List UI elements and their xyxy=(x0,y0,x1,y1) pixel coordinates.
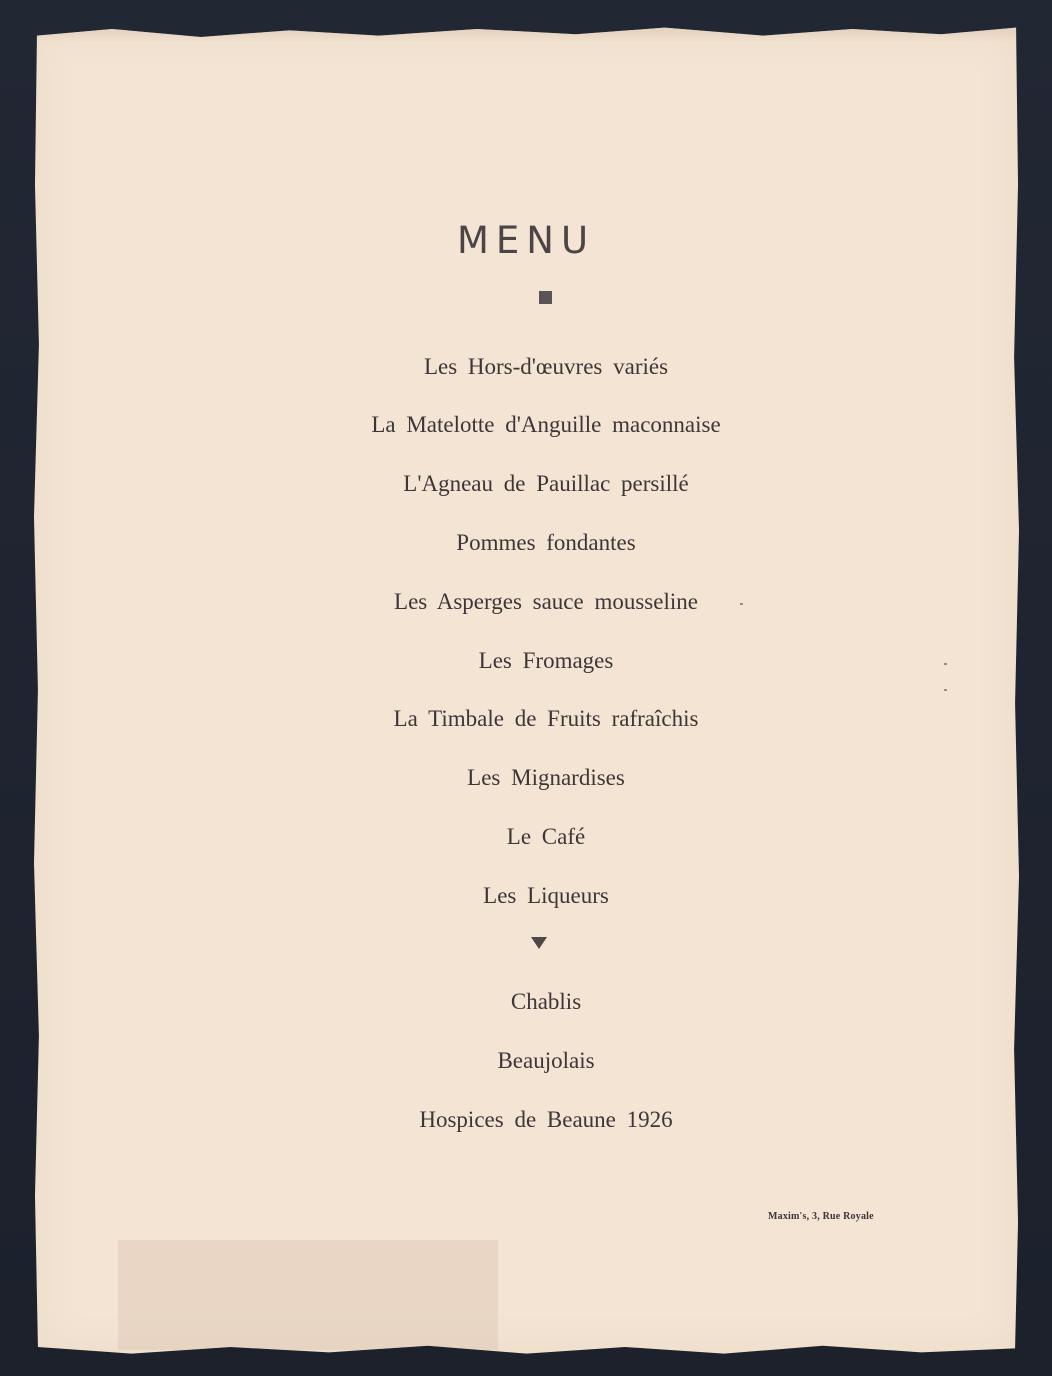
dish-liqueurs: Les Liqueurs xyxy=(483,883,609,908)
dish-timbale: La Timbale de Fruits rafraîchis xyxy=(393,706,699,731)
menu-title: MENU xyxy=(456,219,596,262)
printer-imprint: Maxim's, 3, Rue Royale xyxy=(768,1211,874,1222)
dish-matelotte: La Matelotte d'Anguille maconnaise xyxy=(371,412,721,437)
paper-speck xyxy=(944,689,947,691)
wine-chablis: Chablis xyxy=(510,989,582,1014)
square-ornament-icon xyxy=(539,291,552,304)
dish-fromages: Les Fromages xyxy=(478,648,614,673)
paper-speck xyxy=(944,663,947,665)
dish-mignardises: Les Mignardises xyxy=(467,765,625,790)
paper-stain xyxy=(118,1240,498,1350)
dish-asperges: Les Asperges sauce mousseline xyxy=(394,589,698,614)
paper-speck xyxy=(740,603,743,605)
wine-beaujolais: Beaujolais xyxy=(497,1048,595,1073)
wine-hospices: Hospices de Beaune 1926 xyxy=(419,1107,673,1132)
dish-hors-doeuvres: Les Hors-d'œuvres variés xyxy=(423,354,669,379)
dish-agneau: L'Agneau de Pauillac persillé xyxy=(403,471,689,496)
dish-cafe: Le Café xyxy=(506,824,586,849)
triangle-ornament-icon xyxy=(531,937,547,949)
dish-pommes: Pommes fondantes xyxy=(456,530,636,555)
